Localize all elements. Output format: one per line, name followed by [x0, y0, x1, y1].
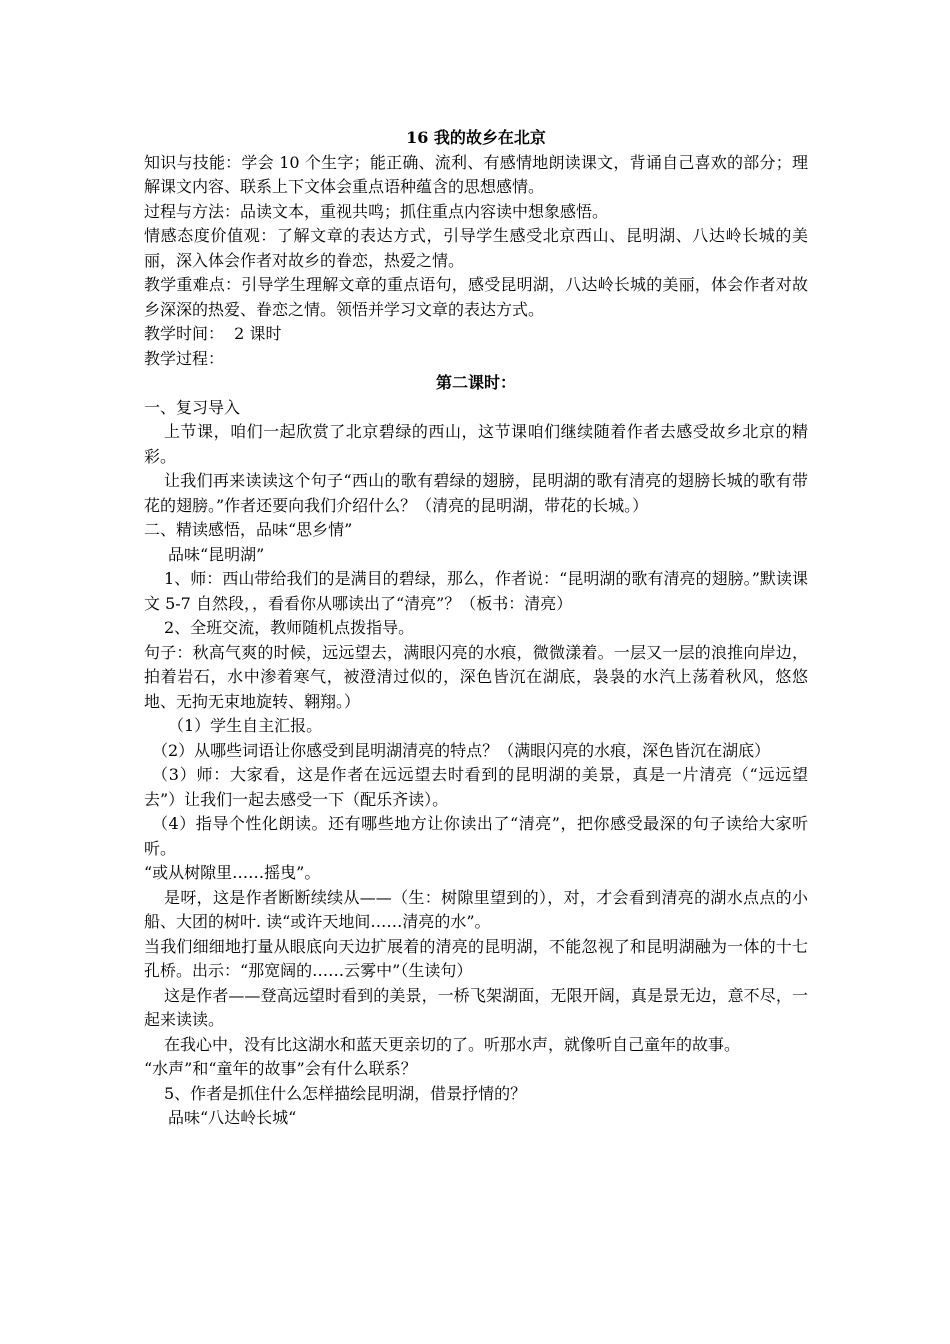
paragraph: 在我心中，没有比这湖水和蓝天更亲切的了。听那水声，就像听自己童年的故事。 [164, 1034, 741, 1054]
paragraph: （4）指导个性化朗读。还有哪些地方让你读出了“清亮”，把你感受最深的句子读给大家听听。 [144, 814, 808, 858]
sub-heading: 品味“昆明湖” [168, 544, 265, 564]
section-heading: 一、复习导入 [144, 397, 241, 417]
teaching-time: 教学时间： 2 课时 [144, 324, 282, 343]
section-heading: 二、精读感悟，品味“思乡情” [144, 520, 353, 539]
paragraph: （2）从哪些词语让你感受到昆明湖清亮的特点？（满眼闪亮的水痕，深色皆沉在湖底） [152, 740, 771, 760]
paragraph: 2、全班交流，教师随机点拨指导。 [164, 618, 415, 637]
sub-heading: 品味“八达岭长城“ [168, 1108, 297, 1127]
paragraph: 是呀，这是作者断断续续从——（生：树隙里望到的），对，才会看到清亮的湖水点点的小船、大团的树叶. 读“或许天地间……清亮的水”。 [144, 887, 808, 931]
lesson-title: 第二课时： [435, 373, 516, 392]
paragraph: 让我们再来读读这个句子“西山的歌有碧绿的翅膀，昆明湖的歌有清亮的翅膀长城的歌有带花的翅膀。”作者还要向我们介绍什么？（清亮的昆明湖，带花的长城。） [144, 471, 808, 515]
objective-knowledge: 知识与技能：学会 10 个生字；能正确、流利、有感情地朗读课文，背诵自己喜欢的部分；理解课文内容、联系上下文体会重点语种蕴含的思想感情。 [144, 152, 808, 196]
paragraph: （1）学生自主汇报。 [168, 716, 323, 735]
paragraph: 当我们细细地打量从眼底向天边扩展着的清亮的昆明湖，不能忽视了和昆明湖融为一体的十七孔桥。出示：“那宽阔的……云雾中”（生读句） [144, 936, 808, 980]
objective-keypoints: 教学重难点：引导学生理解文章的重点语句，感受昆明湖，八达岭长城的美丽，体会作者对故乡深深的热爱、眷恋之情。领悟并学习文章的表达方式。 [144, 275, 808, 319]
paragraph: 5、作者是抓住什么怎样描绘昆明湖，借景抒情的？ [164, 1083, 527, 1103]
document-page [144, 126, 808, 1131]
paragraph: 1、师：西山带给我们的是满目的碧绿，那么，作者说：“昆明湖的歌有清亮的翅膀。”默读课文 5-7 自然段，，看看你从哪读出了“清亮”？（板书：清亮） [144, 569, 808, 613]
objective-process: 过程与方法：品读文本，重视共鸣；抓住重点内容读中想象感悟。 [144, 201, 609, 221]
teaching-process-label: 教学过程： [144, 348, 225, 368]
document-title: 16 我的故乡在北京 [406, 128, 546, 147]
objective-emotion: 情感态度价值观：了解文章的表达方式，引导学生感受北京西山、昆明湖、八达岭长城的美丽，深入体会作者对故乡的眷恋，热爱之情。 [144, 226, 808, 270]
paragraph: “或从树隙里……摇曳”。 [144, 863, 321, 882]
paragraph: 这是作者——登高远望时看到的美景，一桥飞架湖面，无限开阔，真是景无边，意不尽，一起来读读。 [144, 985, 808, 1029]
paragraph: 句子：秋高气爽的时候，远远望去，满眼闪亮的水痕，微微漾着。一层又一层的浪推向岸边，拍着岩石，水中渗着寒气，被澄清过似的，深色皆沉在湖底，袅袅的水汽上荡着秋风，悠悠地、无拘无束地旋转、翱翔。） [144, 642, 808, 711]
paragraph: “水声”和“童年的故事”会有什么联系？ [144, 1059, 417, 1078]
paragraph: （3）师：大家看，这是作者在远远望去时看到的昆明湖的美景，真是一片清亮（“远远望去”）让我们一起去感受一下（配乐齐读）。 [144, 765, 808, 809]
paragraph: 上节课，咱们一起欣赏了北京碧绿的西山，这节课咱们继续随着作者去感受故乡北京的精彩。 [144, 422, 808, 466]
